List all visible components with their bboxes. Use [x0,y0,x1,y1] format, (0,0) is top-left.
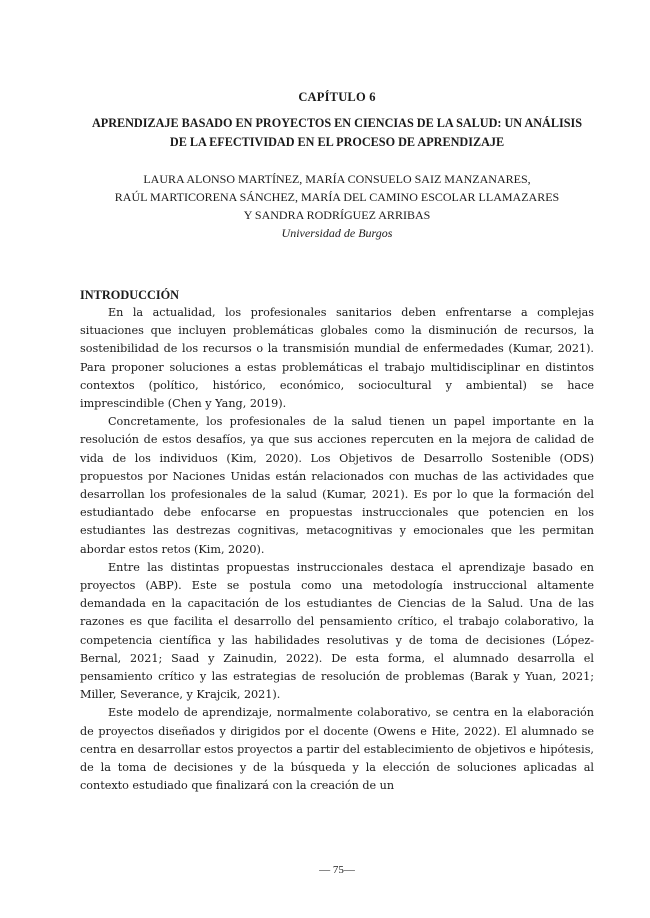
paragraph: En la actualidad, los profesionales sanitarios deben enfrentarse a complejas situaciones que incluyen problemáticas globales como la disminución de recursos, la sostenibilidad de los recursos o la transmisión mundial de enfermedades (Kumar, 2021). Para proponer soluciones a estas problemáticas el trabajo multidisciplinar en distintos contextos (político, histórico, económico, sociocultural y ambiental) se hace imprescindible (Chen y Yang, 2019). [80,306,594,411]
chapter-title-line: DE LA EFECTIVIDAD EN EL PROCESO DE APRENDIZAJE [169,135,505,149]
chapter-title-line: APRENDIZAJE BASADO EN PROYECTOS EN CIENCIAS DE LA SALUD: UN ANÁLISIS [91,116,583,130]
paragraph: Este modelo de aprendizaje, normalmente colaborativo, se centra en la elaboración de proyectos diseñados y dirigidos por el docente (Owens e Hite, 2022). El alumnado se centra en desarrollar estos proyectos a partir del establecimiento de objetivos e hipótesis, de la toma de decisiones y de la búsqueda y la elección de soluciones aplicadas al contexto estudiado que finalizará con la creación de un [80,706,594,793]
page-number: — 75— [319,864,355,876]
affiliation: Universidad de Burgos [281,226,393,240]
section-heading: INTRODUCCIÓN [80,288,180,302]
author-line: LAURA ALONSO MARTÍNEZ, MARÍA CONSUELO SAIZ MANZANARES, [143,172,531,186]
author-line: Y SANDRA RODRÍGUEZ ARRIBAS [243,208,431,222]
chapter-title [80,114,594,152]
author-line: RAÚL MARTICORENA SÁNCHEZ, MARÍA DEL CAMINO ESCOLAR LLAMAZARES [114,190,560,204]
body-text [80,304,594,795]
chapter-label: CAPÍTULO 6 [298,90,376,104]
author-block [80,170,594,242]
paragraph: Concretamente, los profesionales de la salud tienen un papel importante en la resolución de estos desafíos, ya que sus acciones repercuten en la mejora de calidad de vida de los individuos (Kim, 2020). Los Objetivos de Desarrollo Sostenible (ODS) propuestos por Naciones Unidas están relacionados con muchas de las actividades que desarrollan los profesionales de la salud (Kumar, 2021). Es por lo que la formación del estudiantado debe enfocarse en propuestas instruccionales que potencien en los estudiantes las destrezas cognitivas, metacognitivas y emocionales que les permitan abordar estos retos (Kim, 2020). [80,415,594,556]
paragraph: Entre las distintas propuestas instruccionales destaca el aprendizaje basado en proyectos (ABP). Este se postula como una metodología instruccional altamente demandada en la capacitación de los estudiantes de Ciencias de la Salud. Una de las razones es que facilita el desarrollo del pensamiento crítico, el trabajo colaborativo, la competencia científica y las habilidades resolutivas y de toma de decisiones (López-Bernal, 2021; Saad y Zainudin, 2022). De esta forma, el alumnado desarrolla el pensamiento crítico y las estrategias de resolución de problemas (Barak y Yuan, 2021; Miller, Severance, y Krajcik, 2021). [80,560,594,702]
